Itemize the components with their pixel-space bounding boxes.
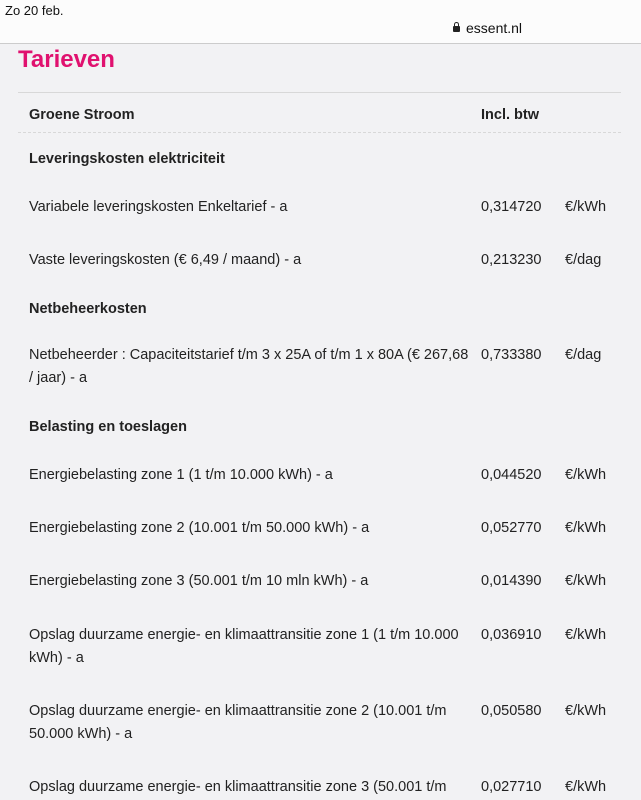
price-column-header: Incl. btw xyxy=(481,107,539,123)
section-heading: Netbeheerkosten xyxy=(29,301,147,317)
row-unit: €/kWh xyxy=(565,520,607,536)
row-unit: €/dag xyxy=(565,252,602,268)
row-label: Energiebelasting zone 3 (50.001 t/m 10 mln kWh) - a xyxy=(29,573,369,589)
page-title: Tarieven xyxy=(18,46,115,73)
row-value: 0,050580 xyxy=(481,703,542,719)
row-unit: €/kWh xyxy=(565,779,607,795)
row-unit: €/kWh xyxy=(565,199,607,215)
row-label: Vaste leveringskosten (€ 6,49 / maand) - a xyxy=(29,252,302,268)
address-bar[interactable] xyxy=(453,20,522,36)
row-label: Variabele leveringskosten Enkeltarief - a xyxy=(29,199,288,215)
row-value: 0,036910 xyxy=(481,627,542,643)
row-unit: €/kWh xyxy=(565,467,607,483)
product-name: Groene Stroom xyxy=(29,107,135,123)
section-heading: Belasting en toeslagen xyxy=(29,419,187,435)
row-value: 0,052770 xyxy=(481,520,542,536)
row-value: 0,314720 xyxy=(481,199,542,215)
row-unit: €/kWh xyxy=(565,703,607,719)
row-unit: €/dag xyxy=(565,347,602,363)
divider xyxy=(18,92,621,93)
row-label: Opslag duurzame energie- en klimaattransitie zone 3 (50.001 t/m xyxy=(29,779,447,795)
row-unit: €/kWh xyxy=(565,627,607,643)
row-label: Opslag duurzame energie- en klimaattransitie zone 2 (10.001 t/m 50.000 kWh) - a xyxy=(29,703,447,742)
row-label: Netbeheerder : Capaciteitstarief t/m 3 x 25A of t/m 1 x 80A (€ 267,68 / jaar) - a xyxy=(29,347,469,386)
row-label: Energiebelasting zone 1 (1 t/m 10.000 kWh) - a xyxy=(29,467,333,483)
status-date: Zo 20 feb. xyxy=(5,3,64,18)
row-value: 0,733380 xyxy=(481,347,542,363)
url-text: essent.nl xyxy=(466,20,523,36)
browser-status-bar xyxy=(0,0,641,44)
row-label: Energiebelasting zone 2 (10.001 t/m 50.000 kWh) - a xyxy=(29,520,370,536)
row-unit: €/kWh xyxy=(565,573,607,589)
row-value: 0,044520 xyxy=(481,467,542,483)
row-label: Opslag duurzame energie- en klimaattransitie zone 1 (1 t/m 10.000 kWh) - a xyxy=(29,627,459,666)
divider-dashed xyxy=(18,132,621,133)
row-value: 0,014390 xyxy=(481,573,542,589)
section-heading: Leveringskosten elektriciteit xyxy=(29,151,225,167)
lock-icon xyxy=(453,26,460,32)
row-value: 0,213230 xyxy=(481,252,542,268)
row-value: 0,027710 xyxy=(481,779,542,795)
